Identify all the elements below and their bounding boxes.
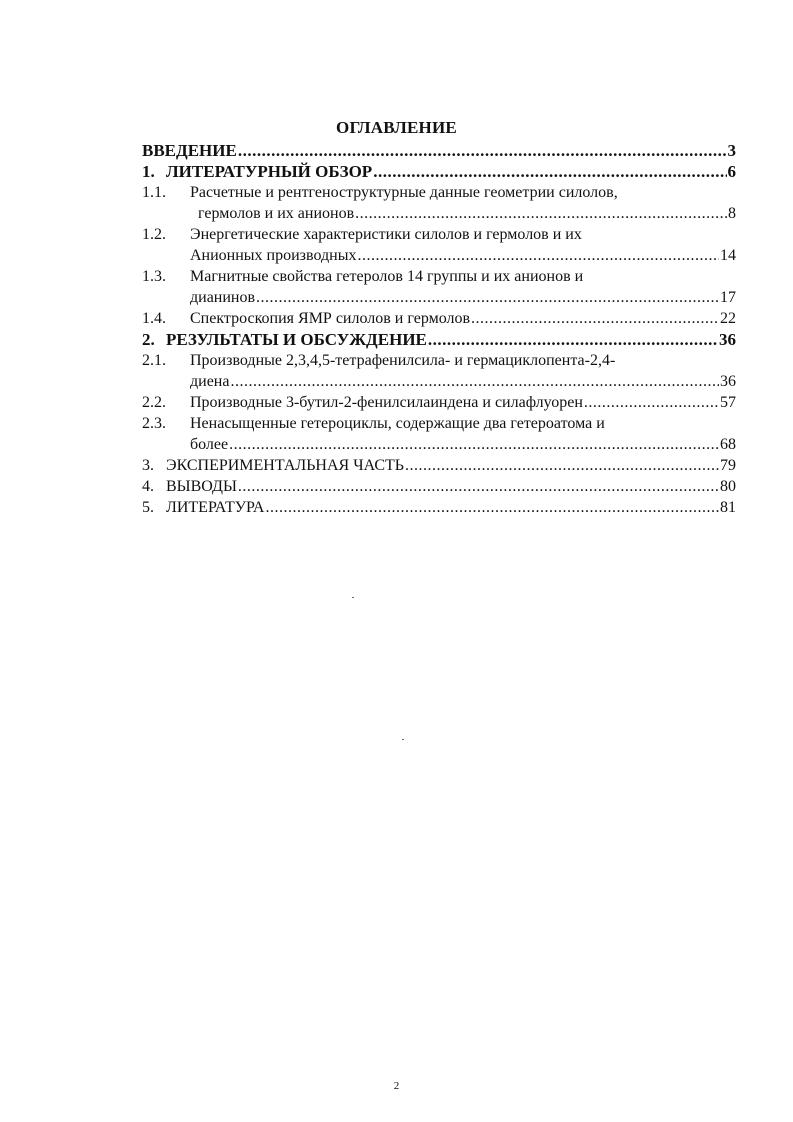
toc-entry-number: 1.3. bbox=[142, 268, 166, 285]
toc-entry-number: 1. bbox=[142, 162, 155, 181]
toc-entry-number: 2.1. bbox=[142, 352, 166, 369]
toc-leader-dots bbox=[265, 497, 719, 518]
toc-entry-label: ЭКСПЕРИМЕНТАЛЬНАЯ ЧАСТЬ bbox=[166, 457, 404, 474]
toc-entry-label-line1: Энергетические характеристики силолов и гермолов и их bbox=[190, 226, 582, 243]
toc-entry-label: более bbox=[190, 436, 229, 453]
toc-leader-dots bbox=[256, 287, 719, 308]
toc-leader-dots bbox=[238, 140, 727, 161]
toc-entry-1-2-continued[interactable] bbox=[142, 245, 736, 266]
toc-entry-label: РЕЗУЛЬТАТЫ И ОБСУЖДЕНИЕ bbox=[166, 330, 427, 349]
toc-entry-references[interactable] bbox=[142, 497, 736, 518]
toc-entry-1-4[interactable] bbox=[142, 308, 736, 329]
toc-entry-number: 1.2. bbox=[142, 226, 166, 243]
toc-entry-page: 8 bbox=[728, 205, 736, 222]
toc-entry-1-3[interactable] bbox=[142, 266, 736, 287]
toc-entry-page: 79 bbox=[720, 457, 736, 474]
toc-entry-page: 81 bbox=[720, 499, 736, 516]
toc-entry-number: 1.4. bbox=[142, 310, 166, 327]
toc-entry-label: диена bbox=[190, 373, 230, 390]
toc-entry-label: Анионных производных bbox=[190, 247, 357, 264]
toc-entry-page: 57 bbox=[720, 394, 736, 411]
toc-entry-page: 36 bbox=[719, 330, 736, 349]
toc-entry-page: 6 bbox=[727, 162, 736, 181]
toc-entry-1-1[interactable] bbox=[142, 182, 736, 203]
toc-entry-label: ЛИТЕРАТУРА bbox=[166, 499, 265, 516]
toc-entry-2-2[interactable] bbox=[142, 392, 736, 413]
toc-entry-page: 36 bbox=[720, 373, 736, 390]
page-number: 2 bbox=[393, 1080, 400, 1092]
toc-entry-1-2[interactable] bbox=[142, 224, 736, 245]
toc-entry-number: 1.1. bbox=[142, 184, 166, 201]
toc-entry-page: 14 bbox=[720, 247, 736, 264]
toc-entry-label-line1: Производные 2,3,4,5-тетрафенилсила- и гермациклопента-2,4- bbox=[190, 352, 616, 369]
toc-entry-label: гермолов и их анионов bbox=[198, 205, 355, 222]
toc-entry-number: 2. bbox=[142, 330, 155, 349]
toc-entry-label-line1: Ненасыщенные гетероциклы, содержащие два гетероатома и bbox=[190, 415, 605, 432]
toc-leader-dots bbox=[238, 476, 719, 497]
toc-entry-number: 4. bbox=[142, 478, 154, 495]
toc-entry-number: 2.2. bbox=[142, 394, 166, 411]
toc-entry-number: 5. bbox=[142, 499, 154, 516]
toc-entry-page: 17 bbox=[720, 289, 736, 306]
toc-title: ОГЛАВЛЕНИЕ bbox=[336, 118, 457, 137]
toc-entry-1-3-continued[interactable] bbox=[142, 287, 736, 308]
toc-leader-dots bbox=[405, 455, 719, 476]
toc-entry-1-1-continued[interactable] bbox=[142, 203, 736, 224]
toc-leader-dots bbox=[355, 203, 727, 224]
toc-entry-label: ВЫВОДЫ bbox=[166, 478, 237, 495]
toc-entry-page: 22 bbox=[720, 310, 736, 327]
table-of-contents bbox=[142, 140, 736, 518]
toc-entry-introduction[interactable] bbox=[142, 140, 736, 161]
toc-entry-label: ВВЕДЕНИЕ bbox=[142, 141, 237, 160]
toc-entry-experimental[interactable] bbox=[142, 455, 736, 476]
toc-entry-label: Производные 3-бутил-2-фенилсилаиндена и силафлуорен bbox=[190, 394, 583, 411]
scan-speck bbox=[402, 739, 404, 740]
toc-entry-conclusions[interactable] bbox=[142, 476, 736, 497]
toc-entry-2-3[interactable] bbox=[142, 413, 736, 434]
toc-leader-dots bbox=[357, 245, 719, 266]
toc-leader-dots bbox=[584, 392, 719, 413]
toc-entry-2-1-continued[interactable] bbox=[142, 371, 736, 392]
toc-leader-dots bbox=[373, 161, 726, 182]
toc-entry-label-line1: Расчетные и рентгеноструктурные данные геометрии силолов, bbox=[190, 184, 618, 201]
toc-entry-label: Спектроскопия ЯМР силолов и гермолов bbox=[190, 310, 471, 327]
toc-entry-page: 3 bbox=[727, 141, 736, 160]
toc-entry-label: ЛИТЕРАТУРНЫЙ ОБЗОР bbox=[166, 162, 373, 181]
toc-leader-dots bbox=[230, 371, 719, 392]
toc-leader-dots bbox=[229, 434, 719, 455]
toc-entry-label: дианинов bbox=[190, 289, 256, 306]
toc-entry-page: 68 bbox=[720, 436, 736, 453]
toc-entry-number: 3. bbox=[142, 457, 154, 474]
toc-entry-number: 2.3. bbox=[142, 415, 166, 432]
toc-entry-literature-review[interactable] bbox=[142, 161, 736, 182]
toc-entry-results[interactable] bbox=[142, 329, 736, 350]
toc-entry-2-3-continued[interactable] bbox=[142, 434, 736, 455]
toc-entry-label-line1: Магнитные свойства гетеролов 14 группы и их анионов и bbox=[190, 268, 584, 285]
toc-leader-dots bbox=[428, 329, 718, 350]
toc-entry-page: 80 bbox=[720, 478, 736, 495]
toc-entry-2-1[interactable] bbox=[142, 350, 736, 371]
toc-leader-dots bbox=[471, 308, 719, 329]
scan-speck bbox=[352, 597, 354, 598]
